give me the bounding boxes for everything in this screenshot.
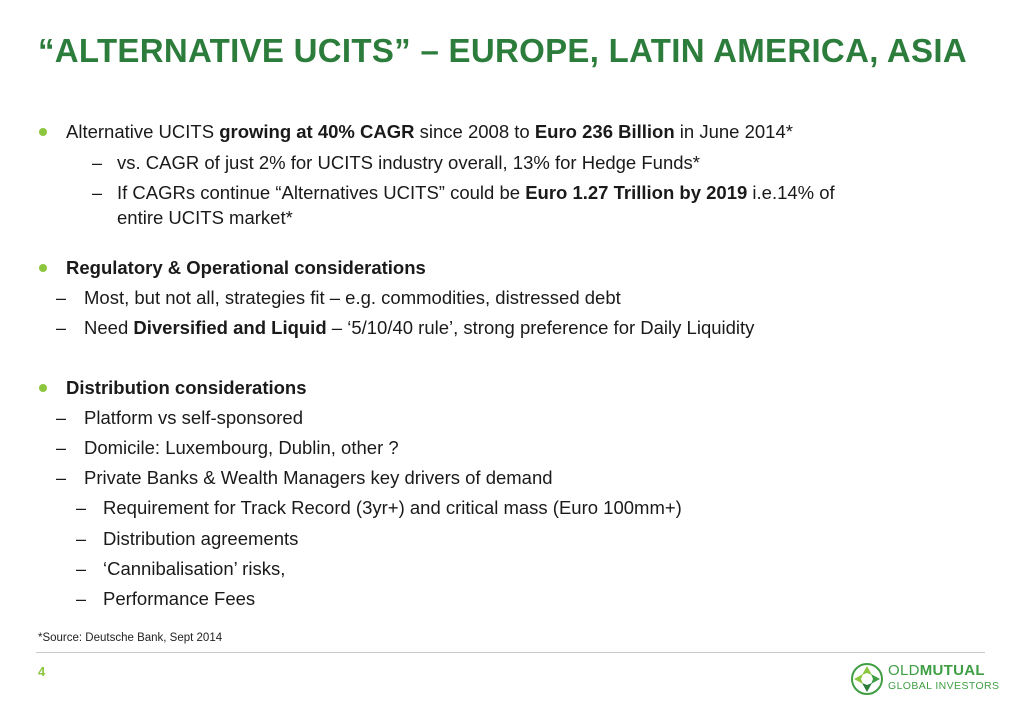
logo-wordmark (888, 662, 985, 679)
sub-bullet-projection (117, 182, 835, 204)
bold-text: Diversified and Liquid (133, 317, 327, 338)
dash-marker: – (76, 529, 87, 549)
logo-mark-icon (850, 662, 884, 696)
footer-divider (36, 652, 985, 653)
dash-item-track-record: Requirement for Track Record (3yr+) and critical mass (Euro 100mm+) (103, 497, 682, 518)
bullet-cagr (66, 121, 793, 143)
text-run: since 2008 to (414, 121, 535, 142)
logo-wordmark-part2: MUTUAL (919, 662, 985, 679)
dash-marker: – (92, 153, 103, 173)
dash-item-cannibalisation: ‘Cannibalisation’ risks, (103, 558, 286, 579)
section-heading-regulatory (66, 257, 426, 279)
dash-marker: – (56, 288, 67, 308)
bullet-dot-icon (39, 128, 47, 136)
dash-marker: – (56, 438, 67, 458)
dash-marker: – (76, 559, 87, 579)
sub-bullet-projection-cont: entire UCITS market* (117, 207, 293, 228)
dash-item-strategies: Most, but not all, strategies fit – e.g. commodities, distressed debt (84, 287, 621, 308)
text-run: in June 2014* (674, 121, 793, 142)
text-run: Alternative UCITS (66, 121, 220, 142)
dash-marker: – (56, 318, 67, 338)
old-mutual-logo (850, 662, 1000, 696)
dash-item-performance-fees: Performance Fees (103, 588, 256, 609)
section-heading-distribution (66, 377, 307, 399)
text-run: 5/10/40 rule’, strong preference for Daily Liquidity (351, 317, 755, 338)
text-run: i.e.14% of (747, 182, 835, 203)
bold-text: growing at 40% CAGR (219, 121, 415, 142)
logo-wordmark-part1: OLD (888, 662, 920, 679)
bold-text: Euro 236 Billion (534, 121, 675, 142)
dash-item-domicile: Domicile: Luxembourg, Dublin, other ? (84, 437, 399, 458)
page-number: 4 (38, 664, 46, 679)
text-run: If CAGRs continue “Alternatives UCITS” could be (117, 182, 526, 203)
dash-marker: – (76, 498, 87, 518)
sub-bullet-cagr-comparison: vs. CAGR of just 2% for UCITS industry overall, 13% for Hedge Funds* (117, 152, 700, 173)
bullet-dot-icon (39, 384, 47, 392)
bold-text: Distribution considerations (66, 377, 307, 398)
source-footnote: *Source: Deutsche Bank, Sept 2014 (38, 632, 223, 644)
dash-item-distribution-agreements: Distribution agreements (103, 528, 299, 549)
dash-marker: – (56, 468, 67, 488)
dash-item-liquidity (84, 317, 754, 339)
text-run: – ‘ (326, 317, 352, 338)
dash-marker: – (92, 183, 103, 203)
bullet-dot-icon (39, 264, 47, 272)
logo-subtitle: GLOBAL INVESTORS (888, 680, 1000, 692)
bold-text: Euro 1.27 Trillion by 2019 (525, 182, 748, 203)
text-run: Need (84, 317, 134, 338)
dash-marker: – (56, 408, 67, 428)
dash-item-private-banks: Private Banks & Wealth Managers key drivers of demand (84, 467, 553, 488)
slide-title: “ALTERNATIVE UCITS” – EUROPE, LATIN AMERICA, ASIA (38, 32, 967, 69)
dash-item-platform: Platform vs self-sponsored (84, 407, 304, 428)
dash-marker: – (76, 589, 87, 609)
bold-text: Regulatory & Operational considerations (66, 257, 426, 278)
